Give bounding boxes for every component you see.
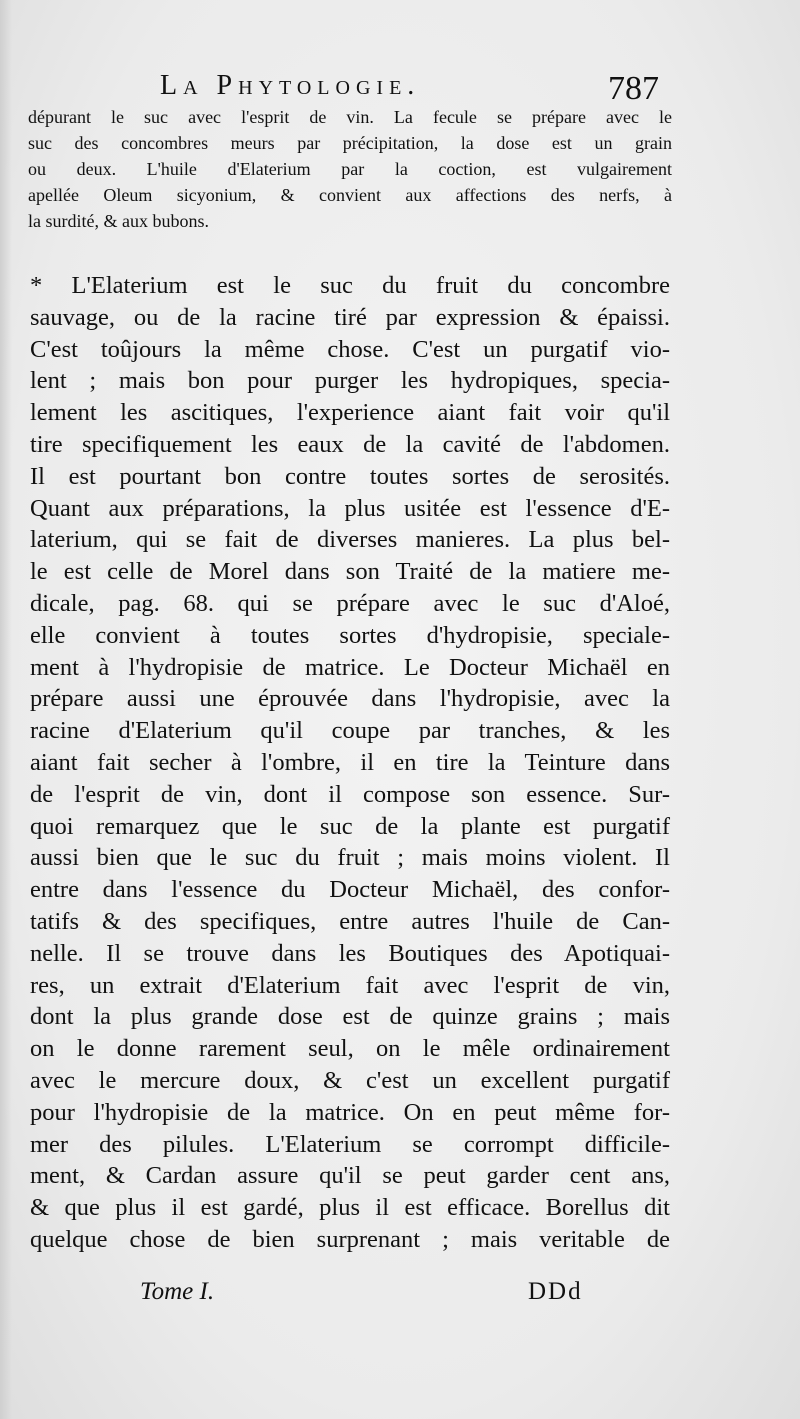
text-line: mer des pilules. L'Elaterium se corrompt difficile- (30, 1130, 670, 1158)
text-line: suc des concombres meurs par précipitation, la dose est un grain (28, 133, 672, 153)
text-line: quoi remarquez que le suc de la plante est purgatif (30, 812, 670, 840)
text-line: Quant aux préparations, la plus usitée est l'essence d'E- (30, 494, 670, 522)
text-line: quelque chose de bien surprenant ; mais veritable de (30, 1225, 670, 1253)
upper-paragraph (28, 104, 672, 234)
text-line: ou deux. L'huile d'Elaterium par la coction, est vulgairement (28, 159, 672, 179)
text-line: ment, & Cardan assure qu'il se peut garder cent ans, (30, 1162, 670, 1190)
text-line: C'est toûjours la même chose. C'est un purgatif vio- (30, 335, 670, 363)
page-edge-shadow (0, 0, 12, 1419)
text-line: ment à l'hydropisie de matrice. Le Docteur Michaël en (30, 653, 670, 681)
text-line: prépare aussi une éprouvée dans l'hydropisie, avec la (30, 685, 670, 713)
volume-signature: Tome I. (140, 1278, 215, 1305)
text-line: Il est pourtant bon contre toutes sortes de serosités. (30, 462, 670, 490)
text-line: dicale, pag. 68. qui se prépare avec le suc d'Aloé, (30, 589, 670, 617)
text-line: dont la plus grande dose est de quinze grains ; mais (30, 1003, 670, 1031)
page-number: 787 (608, 70, 659, 107)
text-line: avec le mercure doux, & c'est un excellent purgatif (30, 1066, 670, 1094)
sheet-signature-mark: DDd (528, 1278, 583, 1305)
text-line: le est celle de Morel dans son Traité de la matiere me- (30, 558, 670, 586)
main-paragraph (30, 270, 670, 1256)
text-line: nelle. Il se trouve dans les Boutiques des Apotiquai- (30, 939, 670, 967)
text-line: apellée Oleum sicyonium, & convient aux affections des nerfs, à (28, 185, 672, 205)
text-line: aussi bien que le suc du fruit ; mais moins violent. Il (30, 844, 670, 872)
text-line: * L'Elaterium est le suc du fruit du concombre (30, 272, 670, 299)
text-line: sauvage, ou de la racine tiré par expression & épaissi. (30, 303, 670, 331)
text-line: lent ; mais bon pour purger les hydropiques, specia- (30, 367, 670, 395)
text-line: & que plus il est gardé, plus il est efficace. Borellus dit (30, 1194, 670, 1222)
text-line: tire specifiquement les eaux de la cavité de l'abdomen. (30, 430, 670, 458)
text-line: pour l'hydropisie de la matrice. On en peut même for- (30, 1098, 670, 1126)
text-line: aiant fait secher à l'ombre, il en tire la Teinture dans (30, 748, 670, 776)
text-line: racine d'Elaterium qu'il coupe par tranches, & les (30, 717, 670, 745)
text-line: tatifs & des specifiques, entre autres l'huile de Can- (30, 907, 670, 935)
text-line: lement les ascitiques, l'experience aiant fait voir qu'il (30, 399, 670, 427)
text-line: la surdité, & aux bubons. (28, 211, 209, 231)
text-line: entre dans l'essence du Docteur Michaël, des confor- (30, 876, 670, 904)
text-line: de l'esprit de vin, dont il compose son essence. Sur- (30, 780, 670, 808)
text-line: res, un extrait d'Elaterium fait avec l'esprit de vin, (30, 971, 670, 999)
text-line: dépurant le suc avec l'esprit de vin. La fecule se prépare avec le (28, 107, 672, 127)
text-line: elle convient à toutes sortes d'hydropisie, speciale- (30, 621, 670, 649)
running-title: La Phytologie. (160, 70, 421, 101)
text-line: laterium, qui se fait de diverses manieres. La plus bel- (30, 526, 670, 554)
text-line: on le donne rarement seul, on le mêle ordinairement (30, 1035, 670, 1063)
